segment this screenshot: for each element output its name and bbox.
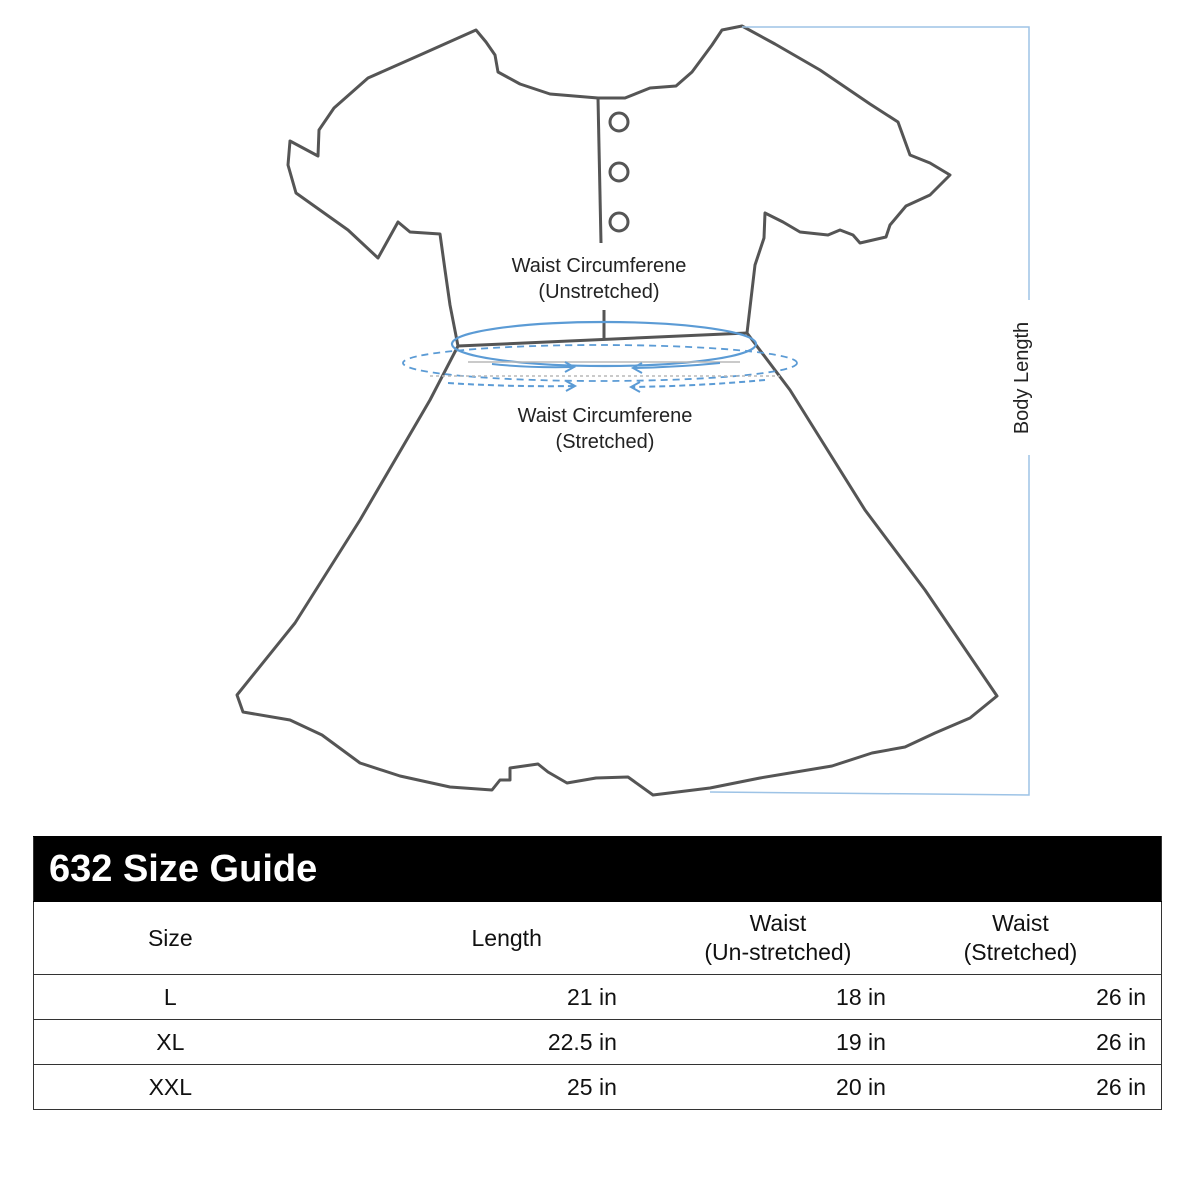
cell-waist-unstretched: 18 in (632, 975, 901, 1020)
waist-measure-lines (403, 322, 797, 392)
size-guide-title: 632 Size Guide (34, 837, 1162, 902)
header-waist-unstretched (632, 902, 901, 975)
cell-length: 25 in (307, 1065, 632, 1110)
table-title-row (34, 837, 1162, 902)
header-waist-stretched-line1: Waist (992, 910, 1049, 936)
waist-stretched-label-line2: (Stretched) (555, 431, 655, 453)
cell-waist-stretched: 26 in (901, 1065, 1162, 1110)
header-length: Length (307, 902, 632, 975)
cell-size: L (34, 975, 307, 1020)
cell-length: 22.5 in (307, 1020, 632, 1065)
body-length-label: Body Length (1011, 321, 1033, 435)
cell-size: XL (34, 1020, 307, 1065)
size-guide-table (33, 836, 1162, 1110)
table-row (34, 1065, 1162, 1110)
header-waist-unstretched-line1: Waist (749, 910, 807, 936)
cell-waist-unstretched: 19 in (632, 1020, 901, 1065)
cell-waist-stretched: 26 in (901, 1020, 1162, 1065)
waist-unstretched-label-line1: Waist Circumferene (511, 255, 687, 277)
header-waist-unstretched-line2: (Un-stretched) (704, 939, 852, 965)
table-row (34, 975, 1162, 1020)
waist-stretched-label-line1: Waist Circumferene (517, 405, 693, 427)
waist-unstretched-label-line2: (Unstretched) (538, 281, 660, 303)
header-waist-stretched (901, 902, 1162, 975)
cell-waist-stretched: 26 in (901, 975, 1162, 1020)
header-size: Size (34, 902, 307, 975)
header-waist-stretched-line2: (Stretched) (963, 939, 1078, 965)
cell-waist-unstretched: 20 in (632, 1065, 901, 1110)
table-row (34, 1020, 1162, 1065)
cell-size: XXL (34, 1065, 307, 1110)
cell-length: 21 in (307, 975, 632, 1020)
body-length-dimension (710, 27, 1029, 795)
table-header-row (34, 902, 1162, 975)
